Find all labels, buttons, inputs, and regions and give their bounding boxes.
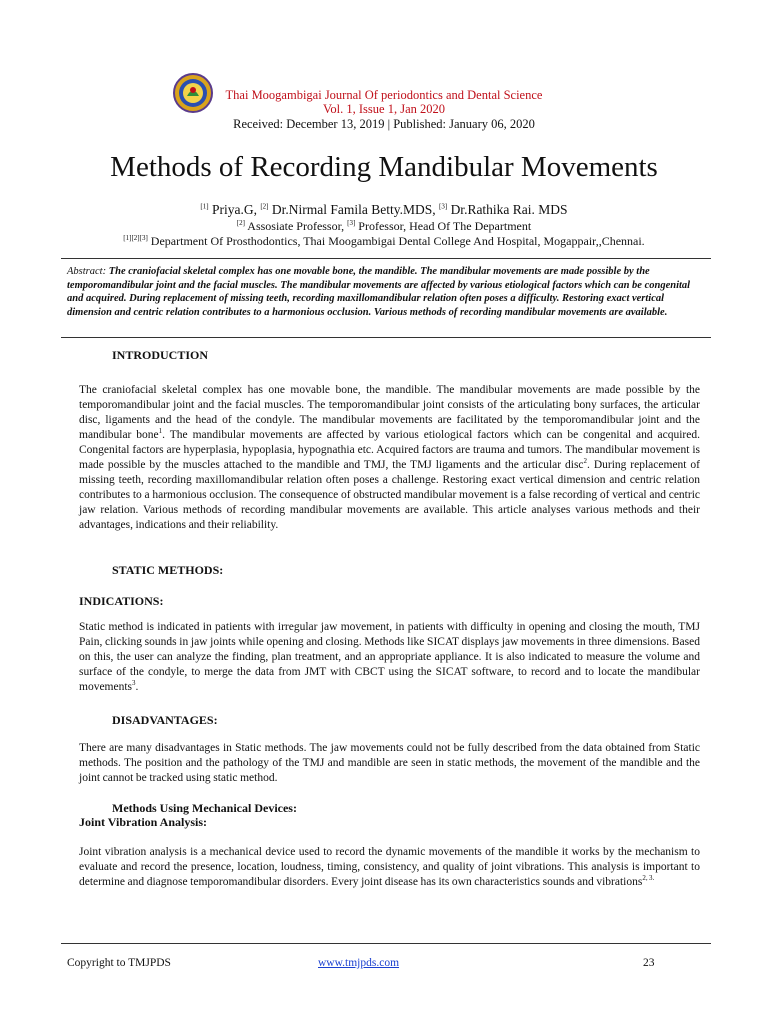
publication-dates: Received: December 13, 2019 | Published: January 06, 2020 [233, 117, 535, 131]
affiliation-ref: [1][2][3] [123, 234, 148, 242]
paragraph-text: Joint vibration analysis is a mechanical device used to record the dynamic movements of the mandible it works by the mechanism to evaluate and record the presence, location, loudness, timing, consistency, and quality of joint vibrations. This analysis is important to determine and diagnose temporomandibular disorders. Every joint disease has its own characteristics sounds and vibrations [79, 846, 700, 888]
author-ref: [1] [200, 202, 209, 211]
page-number: 23 [643, 957, 655, 969]
section-heading-disadvantages: DISADVANTAGES: [112, 713, 218, 727]
journal-name: Thai Moogambigai Journal Of periodontics and Dental Science [225, 88, 543, 102]
affiliation-ref: [2] [236, 219, 245, 227]
affiliation-text: Department Of Prosthodontics, Thai Moogambigai Dental College And Hospital, Mogappair,,Chennai. [147, 234, 645, 248]
footer-divider [61, 943, 711, 944]
divider [61, 337, 711, 338]
author-name: Priya.G, [208, 202, 261, 217]
author-name: Dr.Nirmal Famila Betty.MDS, [268, 202, 440, 217]
citation-ref: 2, 3. [642, 874, 655, 883]
author-ref: [3] [439, 202, 448, 211]
paper-title: Methods of Recording Mandibular Movements [110, 151, 658, 183]
footer-copyright: Copyright to TMJPDS [67, 957, 171, 969]
author-ref: [2] [260, 202, 269, 211]
paragraph-text: The craniofacial skeletal complex has one movable bone, the mandible. The mandibular movements are made possible by the temporomandibular joint and the facial muscles. The temporomandibular joint consists of the articulating bony surfaces, the articular disc, ligaments and the head of the condyle. The mandibular movements are facilitated by the temporomandibular joint and the mandibular bone [79, 384, 700, 441]
abstract-label: Abstract: [67, 266, 107, 277]
paragraph-text: . [135, 681, 139, 693]
divider [61, 258, 711, 259]
paragraph-text: . During replacement of missing teeth, recording maxillomandibular relation often poses a challenge. Restoring exact vertical dimension and centric relation contributes to a harmonious occlusion. The consequence of obstructed mandibular movement is a false recording of vertical and centric jaw relation. Various methods of recording mandibular movements are available. This article analyses various methods and their advantages, indications and their reliability. [79, 459, 700, 531]
indications-paragraph [79, 620, 700, 695]
affiliation-text: Assosiate Professor, [244, 219, 348, 233]
affiliation-department [0, 234, 768, 248]
footer-website-link[interactable]: www.tmjpds.com [318, 957, 400, 969]
section-heading-static-methods: STATIC METHODS: [112, 563, 224, 577]
journal-volume: Vol. 1, Issue 1, Jan 2020 [323, 102, 445, 116]
affiliation-ref: [3] [347, 219, 356, 227]
subsection-heading-mechanical-devices: Methods Using Mechanical Devices: [112, 801, 297, 815]
joint-vibration-paragraph [79, 845, 700, 890]
subsection-heading-joint-vibration: Joint Vibration Analysis: [79, 815, 208, 829]
section-heading-introduction: INTRODUCTION [112, 348, 209, 362]
paragraph-text: Static method is indicated in patients with irregular jaw movement, in patients with difficulty in opening and closing the mouth, TMJ Pain, clicking sounds in jaw joints while opening and closing. Methods like SICAT displays jaw movements in three dimensions. Based on this, the user can analyze the finding, plan treatment, and an appropriate appliance. It is also indicated to measure the volume and surface of the condyle, to merge the data from JMT with CBCT using the SICAT software, to record and to locate the mandibular movements [79, 621, 700, 693]
affiliation-text: Professor, Head Of The Department [355, 219, 532, 233]
abstract-text: The craniofacial skeletal complex has one movable bone, the mandible. The mandibular movements are made possible by the temporomandibular joint and the facial muscles. The mandibular movements are affected by various etiological factors which can be congenital and acquired. During replacement of missing teeth, recording maxillomandibular relation often poses a difficulty. Restoring exact vertical dimension and centric relation contributes to a harmonious occlusion. Various methods of recording mandibular movements are available. [67, 266, 691, 318]
disadvantages-paragraph: There are many disadvantages in Static methods. The jaw movements could not be fully described from the data obtained from Static methods. The position and the pathology of the TMJ and mandible are seen in static methods, the movement of the mandible and the joint cannot be tracked using static method. [79, 742, 700, 784]
author-name: Dr.Rathika Rai. MDS [447, 202, 568, 217]
introduction-paragraph [79, 383, 700, 533]
abstract [67, 265, 702, 319]
section-heading-indications: INDICATIONS: [79, 594, 164, 608]
paragraph-text: . The mandibular movements are affected by various etiological factors which can be congenital and acquired. Congenital factors are hyperplasia, hypoplasia, hypognathia etc. Acquired factors are trauma and tumors. The mandibular movement is made possible by the muscles attached to the mandible and TMJ, the TMJ ligaments and the articular disc [79, 429, 700, 471]
author-list [0, 202, 768, 218]
citation-ref: 1 [158, 427, 163, 436]
citation-ref: 3 [132, 679, 136, 688]
affiliation-positions [0, 219, 768, 233]
citation-ref: 2 [583, 457, 588, 466]
